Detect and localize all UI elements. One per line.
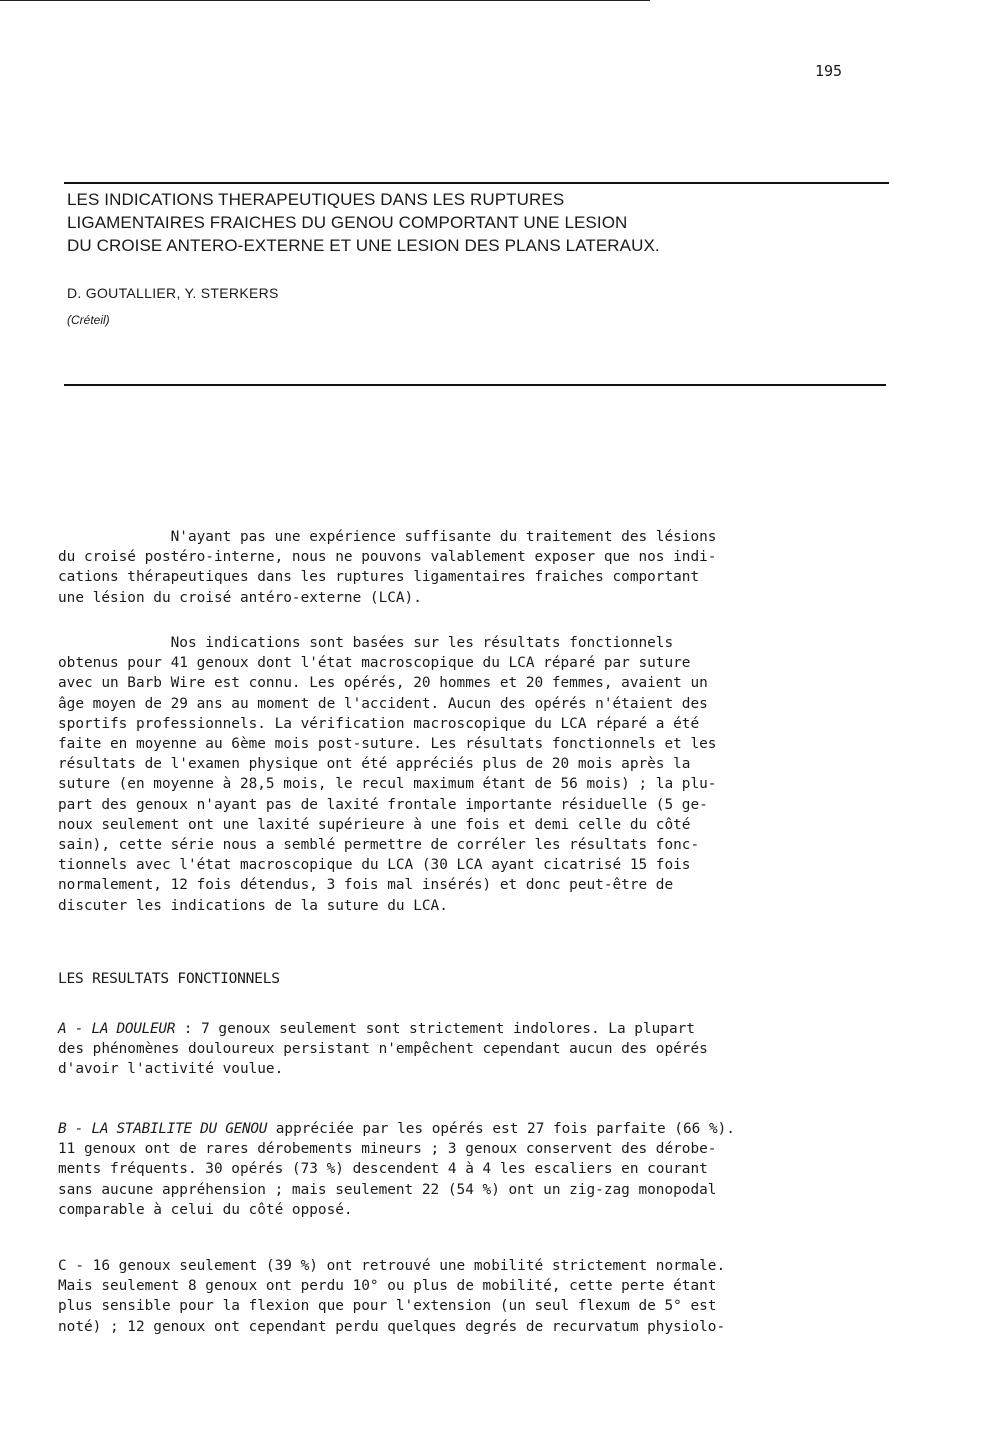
top-edge-rule <box>0 0 650 1</box>
text-line: avec un Barb Wire est connu. Les opérés, 20 hommes et 20 femmes, avaient un <box>58 675 708 692</box>
title-line: LIGAMENTAIRES FRAICHES DU GENOU COMPORTANT UNE LESION <box>67 213 628 232</box>
page-number: 195 <box>815 62 843 80</box>
text-line: du croisé postéro-interne, nous ne pouvons valablement exposer que nos indi- <box>58 549 717 566</box>
text-line: noux seulement ont une laxité supérieure à une fois et demi celle du côté <box>58 816 691 833</box>
text-line: C - 16 genoux seulement (39 %) ont retrouvé une mobilité strictement normale. <box>58 1258 726 1274</box>
title-line: LES INDICATIONS THERAPEUTIQUES DANS LES RUPTURES <box>67 190 565 209</box>
subsection-lead-stabilite: B - LA STABILITE DU GENOU <box>58 1121 268 1137</box>
text-line: sain), cette série nous a semblé permettre de corréler les résultats fonc- <box>58 837 700 854</box>
text-run: appréciée par les opérés est 27 fois parfaite (66 %). <box>267 1121 735 1137</box>
text-line: ments fréquents. 30 opérés (73 %) descendent 4 à 4 les escaliers en courant <box>58 1161 708 1178</box>
text-line: Nos indications sont basées sur les résultats fonctionnels <box>58 635 674 651</box>
title-line: DU CROISE ANTERO-EXTERNE ET UNE LESION DES PLANS LATERAUX. <box>67 236 660 255</box>
text-line: 11 genoux ont de rares dérobements mineurs ; 3 genoux conservent des dérobe- <box>58 1141 717 1158</box>
text-line: part des genoux n'ayant pas de laxité frontale importante résiduelle (5 ge- <box>58 796 708 813</box>
text-line: discuter les indications de la suture du LCA. <box>58 897 448 914</box>
text-line: sportifs professionnels. La vérification macroscopique du LCA réparé a été <box>58 715 700 732</box>
text-line: plus sensible pour la flexion que pour l'extension (un seul flexum de 5° est <box>58 1298 717 1315</box>
paragraph-mobilite <box>58 1256 893 1337</box>
text-line: cations thérapeutiques dans les ruptures ligamentaires fraiches comportant <box>58 569 700 586</box>
header-rule-top <box>64 182 889 184</box>
paragraph-douleur <box>58 1019 893 1080</box>
header-rule-bottom <box>64 384 886 386</box>
text-line: obtenus pour 41 genoux dont l'état macroscopique du LCA réparé par suture <box>58 655 691 672</box>
paragraph-intro <box>58 527 893 608</box>
affiliation: (Créteil) <box>67 313 110 327</box>
text-line: faite en moyenne au 6ème mois post-suture. Les résultats fonctionnels et les <box>58 736 717 753</box>
text-line: des phénomènes douloureux persistant n'empêchent cependant aucun des opérés <box>58 1041 708 1058</box>
text-line <box>58 1119 893 1139</box>
text-line: âge moyen de 29 ans au moment de l'accident. Aucun des opérés n'étaient des <box>58 695 708 712</box>
text-line: comparable à celui du côté opposé. <box>58 1201 353 1218</box>
text-line: une lésion du croisé antéro-externe (LCA). <box>58 589 422 606</box>
article-title <box>67 188 887 257</box>
text-run: : 7 genoux seulement sont strictement indolores. La plupart <box>175 1021 695 1037</box>
text-line: résultats de l'examen physique ont été appréciés plus de 20 mois après la <box>58 756 691 773</box>
text-line: Mais seulement 8 genoux ont perdu 10° ou plus de mobilité, cette perte étant <box>58 1278 717 1295</box>
text-line: suture (en moyenne à 28,5 mois, le recul maximum étant de 56 mois) ; la plu- <box>58 776 717 793</box>
text-line: N'ayant pas une expérience suffisante du traitement des lésions <box>58 529 717 545</box>
text-line: sans aucune appréhension ; mais seulement 22 (54 %) ont un zig-zag monopodal <box>58 1181 717 1198</box>
paragraph-indications <box>58 633 893 916</box>
authors: D. GOUTALLIER, Y. STERKERS <box>67 285 279 301</box>
text-line: tionnels avec l'état macroscopique du LCA (30 LCA ayant cicatrisé 15 fois <box>58 857 691 874</box>
subsection-lead-douleur: A - LA DOULEUR <box>58 1021 176 1037</box>
text-line: noté) ; 12 genoux ont cependant perdu quelques degrés de recurvatum physiolo- <box>58 1318 726 1335</box>
paragraph-stabilite <box>58 1119 893 1220</box>
text-line <box>58 1019 893 1039</box>
text-line: normalement, 12 fois détendus, 3 fois mal insérés) et donc peut-être de <box>58 877 674 894</box>
section-heading: LES RESULTATS FONCTIONNELS <box>58 971 280 987</box>
text-line: d'avoir l'activité voulue. <box>58 1061 284 1078</box>
